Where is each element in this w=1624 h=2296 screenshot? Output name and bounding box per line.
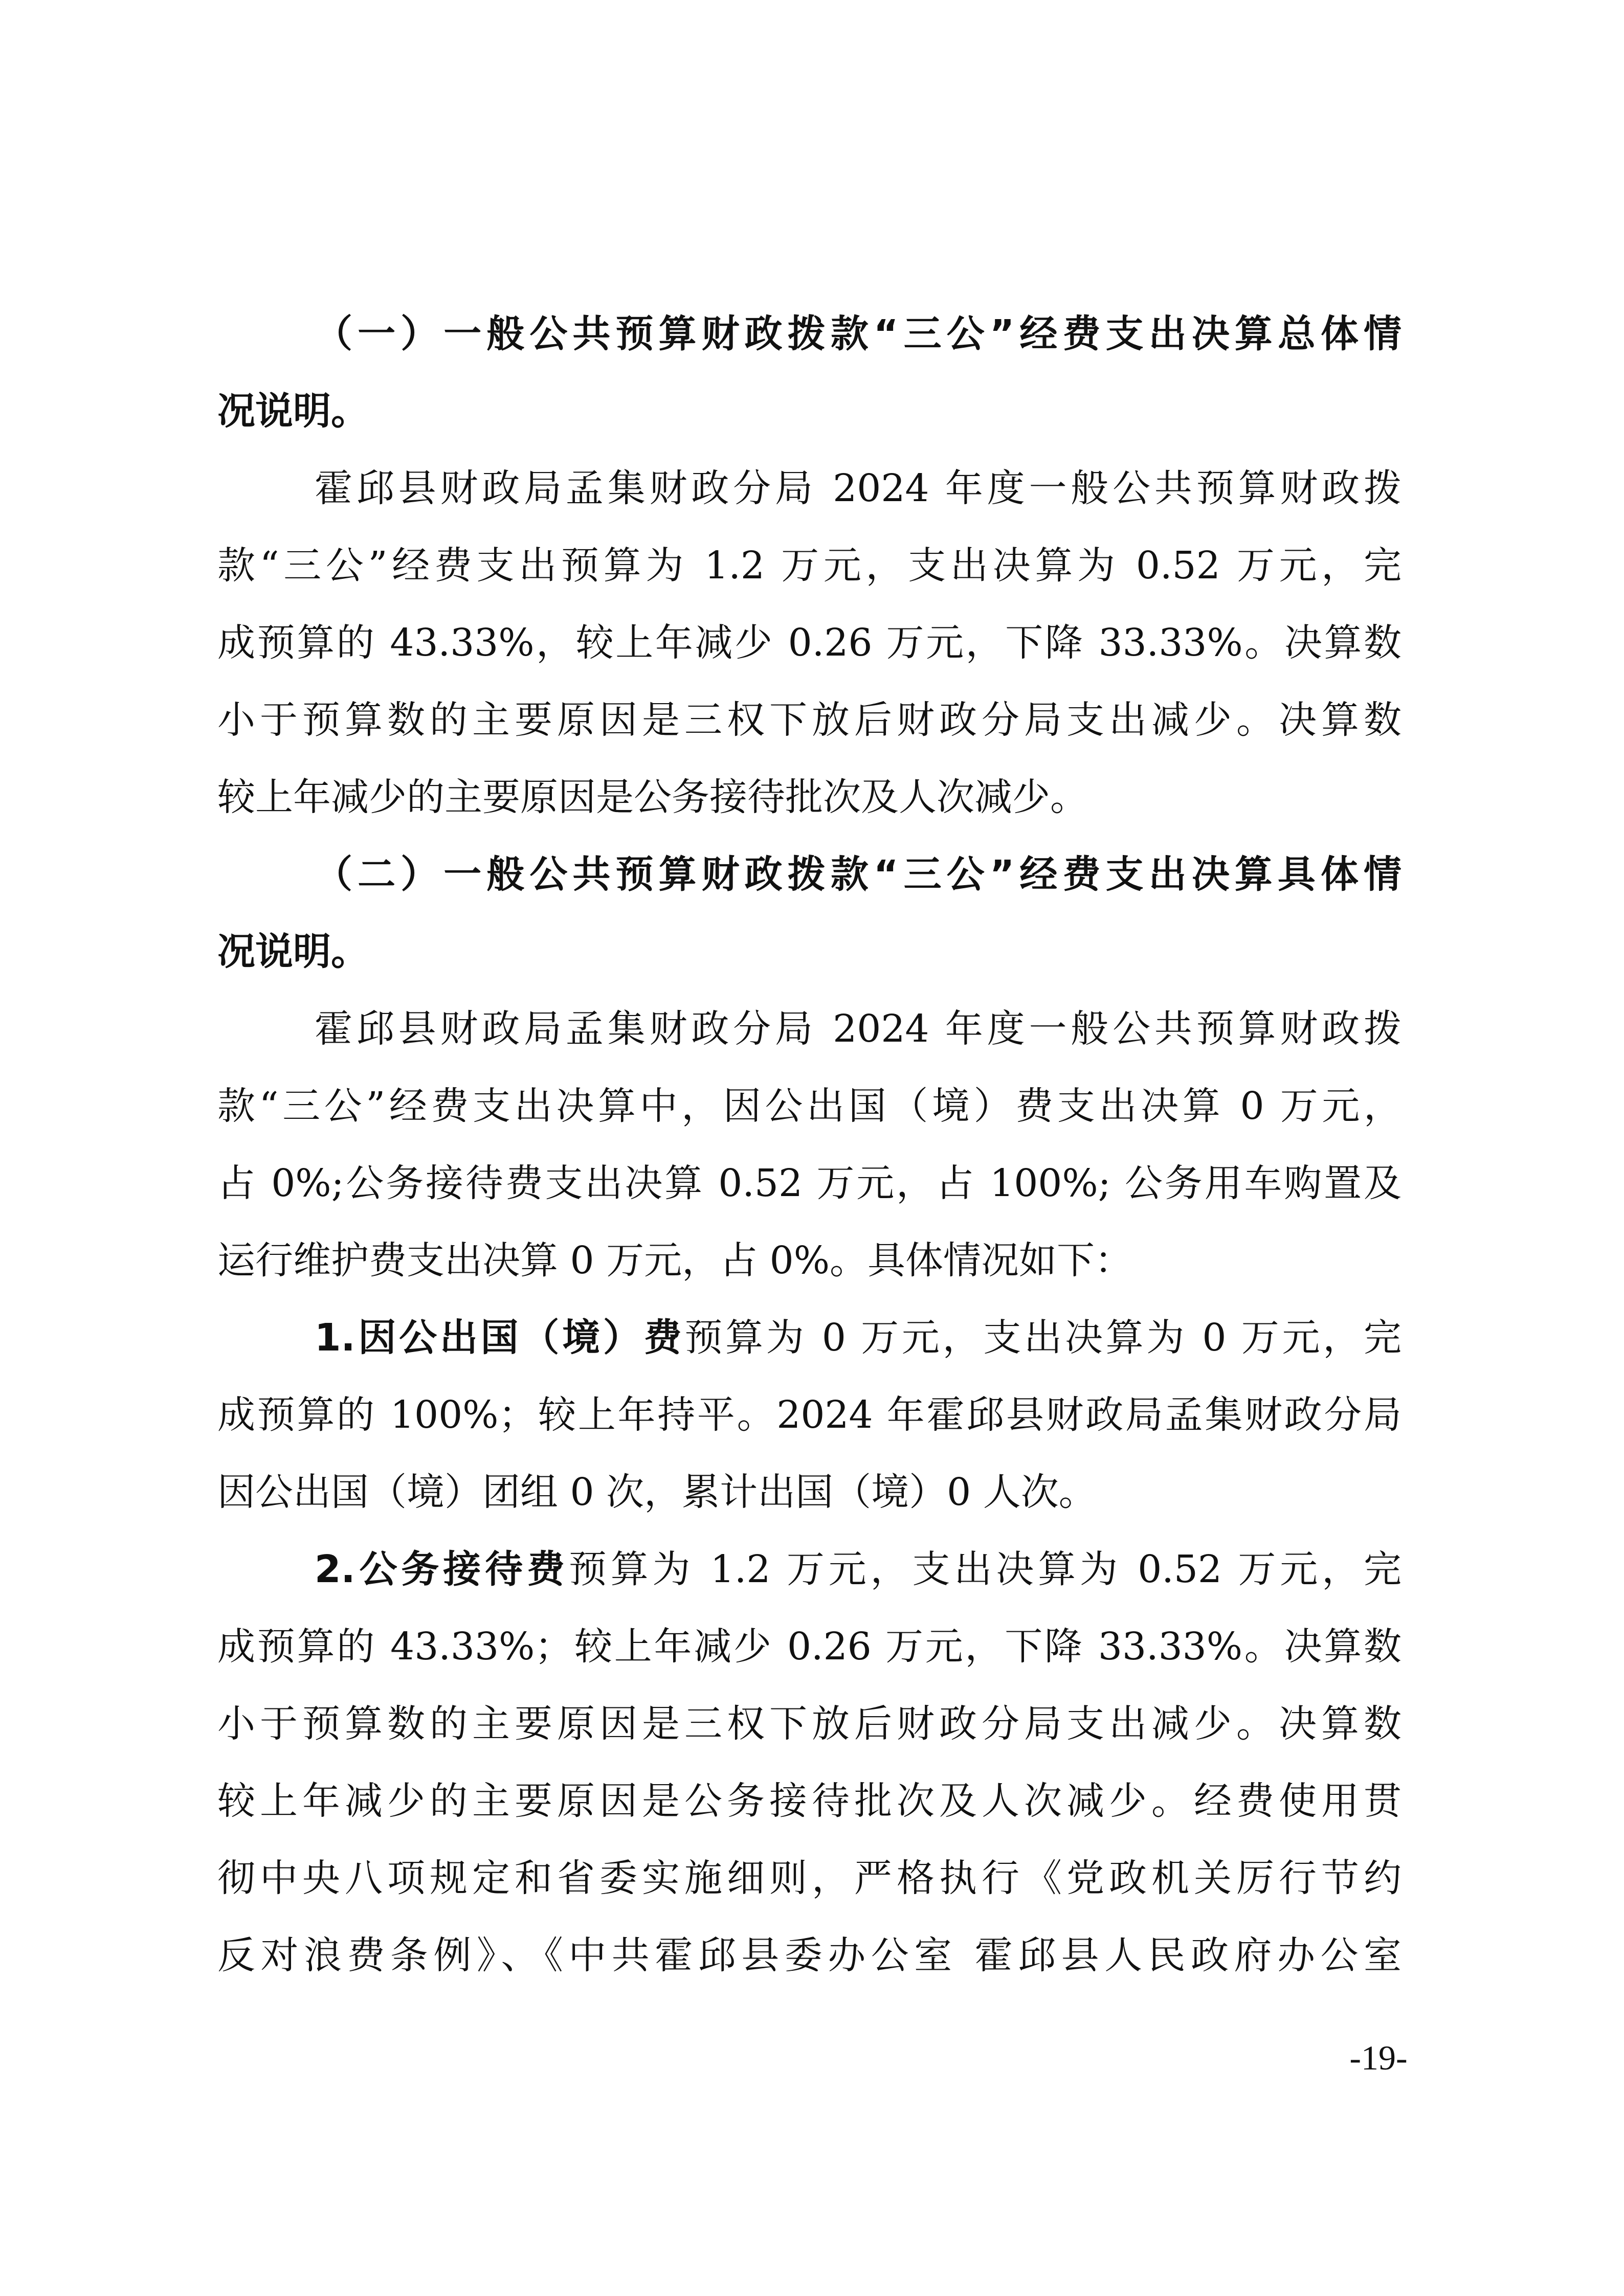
item1-title: 1.因公出国（境）费	[315, 1316, 685, 1360]
paragraph-line: 较上年减少的主要原因是公务接待批次及人次减少。经费使用贯	[217, 1779, 1401, 1823]
page-number: -19-	[1349, 2038, 1408, 2077]
item1-line	[315, 1306, 1401, 1369]
paragraph-line: 反对浪费条例》、《中共霍邱县委办公室 霍邱县人民政府办公室	[217, 1933, 1401, 1977]
paragraph-line: 小于预算数的主要原因是三权下放后财政分局支出减少。决算数	[217, 1702, 1401, 1746]
section2-heading-cont: 况说明。	[217, 930, 369, 974]
section1-heading-cont: 况说明。	[217, 389, 369, 433]
paragraph-line: 占 0%;公务接待费支出决算 0.52 万元，占 100%; 公务用车购置及	[217, 1161, 1401, 1205]
paragraph-line: 成预算的 43.33%；较上年减少 0.26 万元，下降 33.33%。决算数	[217, 1625, 1401, 1669]
paragraph-line: 因公出国（境）团组 0 次，累计出国（境）0 人次。	[217, 1470, 1097, 1514]
section2-heading: （二）一般公共预算财政拨款“三公”经费支出决算具体情	[315, 852, 1401, 896]
paragraph-line: 成预算的 100%；较上年持平。2024 年霍邱县财政局孟集财政分局	[217, 1393, 1401, 1437]
section1-heading: （一）一般公共预算财政拨款“三公”经费支出决算总体情	[315, 312, 1401, 356]
paragraph-line: 较上年减少的主要原因是公务接待批次及人次减少。	[217, 775, 1088, 819]
paragraph-line: 霍邱县财政局孟集财政分局 2024 年度一般公共预算财政拨	[315, 1007, 1401, 1051]
paragraph-line: 款“三公”经费支出预算为 1.2 万元，支出决算为 0.52 万元，完	[217, 544, 1401, 588]
paragraph-line: 小于预算数的主要原因是三权下放后财政分局支出减少。决算数	[217, 698, 1401, 742]
item2-text: 预算为 1.2 万元，支出决算为 0.52 万元，完	[568, 1547, 1401, 1591]
paragraph-line: 彻中央八项规定和省委实施细则，严格执行《党政机关厉行节约	[217, 1856, 1401, 1900]
paragraph-line: 运行维护费支出决算 0 万元，占 0%。具体情况如下：	[217, 1239, 1133, 1282]
paragraph-line: 成预算的 43.33%，较上年减少 0.26 万元，下降 33.33%。决算数	[217, 621, 1401, 665]
item2-line	[315, 1538, 1401, 1601]
paragraph-line: 霍邱县财政局孟集财政分局 2024 年度一般公共预算财政拨	[315, 466, 1401, 510]
item1-text: 预算为 0 万元，支出决算为 0 万元，完	[684, 1316, 1401, 1360]
item2-title: 2.公务接待费	[315, 1547, 569, 1591]
paragraph-line: 款“三公”经费支出决算中，因公出国（境）费支出决算 0 万元，	[217, 1084, 1401, 1128]
